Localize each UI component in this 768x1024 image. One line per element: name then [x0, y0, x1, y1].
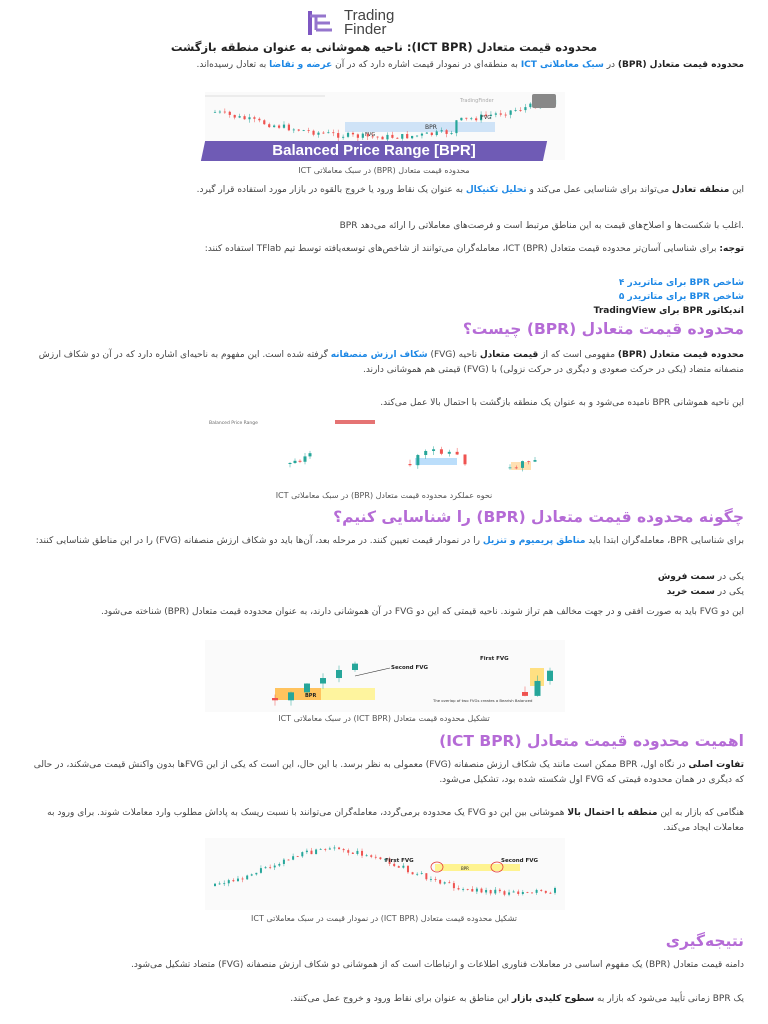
- candle: [310, 851, 312, 854]
- candle: [495, 113, 497, 114]
- intro-bold: محدوده قیمت متعادل (BPR): [617, 60, 744, 70]
- candle: [223, 883, 225, 884]
- heading-conclusion: نتیجه‌گیری: [665, 932, 744, 950]
- candle: [309, 453, 312, 456]
- candle: [416, 455, 419, 465]
- candle: [219, 112, 221, 113]
- candle: [444, 882, 446, 883]
- bpr-figure-3: [205, 640, 565, 712]
- premium-discount-link[interactable]: مناطق پریمیوم و تنزیل: [482, 536, 586, 546]
- candle: [327, 132, 329, 133]
- candle: [471, 889, 473, 892]
- candle: [283, 860, 285, 864]
- candle: [421, 134, 423, 136]
- candle: [436, 131, 438, 135]
- candle: [519, 110, 521, 111]
- candle: [549, 893, 551, 894]
- candle: [439, 880, 441, 884]
- candle: [294, 461, 297, 463]
- candle: [545, 891, 547, 893]
- candle: [448, 452, 451, 454]
- candle: [441, 130, 443, 131]
- candle: [470, 118, 472, 119]
- candle: [301, 852, 303, 856]
- bpr-chart-2: [205, 416, 565, 488]
- candle: [510, 110, 512, 114]
- candle: [272, 698, 278, 700]
- candle: [386, 135, 388, 139]
- candle: [237, 879, 239, 882]
- paragraph-6: برای شناسایی BPR، معامله‌گران ابتدا باید مناطق پریمیوم و تنزیل را در نمودار قیمت تعیین کنند. در مرحله بعد، آن‌ها باید دو شکاف ارزش منصفانه (FVG) را در این مناطق شناسایی کنند:: [35, 536, 744, 546]
- candle: [232, 880, 234, 881]
- caption-1: محدوده قیمت متعادل (BPR) در سبک معاملاتی ICT: [298, 166, 470, 175]
- candle: [357, 134, 359, 137]
- candle: [288, 125, 290, 131]
- second-fvg-label-4: Second FVG: [501, 858, 539, 864]
- candle: [304, 684, 310, 693]
- candle: [401, 134, 403, 139]
- candle: [356, 851, 358, 854]
- candle: [248, 117, 250, 119]
- candle: [445, 130, 447, 134]
- candle: [283, 125, 285, 128]
- candle: [306, 851, 308, 852]
- img2-header: Balanced Price Range: [209, 421, 258, 426]
- bpr-figure-4: [205, 838, 565, 910]
- paragraph-1: این منطقه تعادل می‌تواند برای شناسایی عمل می‌کند و تحلیل تکنیکال به عنوان یک نقاط ورود یا خروج بالقوه در بازار مورد استفاده قرار گیرد.: [196, 185, 744, 195]
- candle: [298, 130, 300, 131]
- candle: [416, 874, 418, 875]
- caption-4: تشکیل محدوده قیمت متعادل (ICT BPR) در نمودار قیمت در سبک معاملاتی ICT: [251, 914, 517, 923]
- candle: [242, 879, 244, 880]
- candle: [260, 868, 262, 873]
- candle: [324, 849, 326, 850]
- fvg-link[interactable]: شکاف ارزش منصفانه: [330, 350, 428, 360]
- candle: [299, 461, 302, 462]
- candle: [509, 467, 512, 468]
- candle: [320, 849, 322, 850]
- intro-paragraph: محدوده قیمت متعادل (BPR) در سبک معاملاتی ICT به منطقه‌ای در نمودار قیمت اشاره دارد که در آن عرضه و تقاضا به تعادل رسیده‌اند.: [196, 60, 744, 70]
- overlap-note: The overlap of two FVGs creates a Bearish Balanced: [433, 698, 533, 703]
- candle: [362, 134, 364, 138]
- candle: [522, 892, 524, 894]
- candle: [338, 848, 340, 850]
- supply-demand-link[interactable]: عرضه و تقاضا: [269, 60, 333, 70]
- candle: [462, 889, 464, 890]
- first-fvg-label: First FVG: [480, 656, 509, 662]
- candle: [308, 130, 310, 131]
- candle: [361, 851, 363, 856]
- img1-brand: TradingFinder: [460, 98, 494, 104]
- candle: [424, 451, 427, 455]
- candle: [214, 112, 216, 113]
- candle: [320, 678, 326, 684]
- candle: [265, 867, 267, 868]
- paragraph-5: این ناحیه هموشانی BPR نامیده می‌شود و به عنوان یک منطقه بازگشت با احتمال بالا عمل می‌کند.: [380, 398, 744, 408]
- candle: [421, 873, 423, 874]
- candle: [464, 454, 467, 464]
- candle: [515, 467, 518, 468]
- candle: [499, 890, 501, 891]
- bpr-label-4: BPR: [461, 866, 469, 871]
- paragraph-10: دامنه قیمت متعادل (BPR) یک مفهوم اساسی در معاملات فناوری اطلاعات و ارتباطات است که از هموشانی دو شکاف ارزش منصفانه (FVG) متضاد تشکیل می‌شود.: [130, 960, 744, 970]
- candle: [435, 879, 437, 880]
- candle: [554, 888, 556, 893]
- indicator-links: [24, 276, 744, 318]
- candle: [228, 880, 230, 883]
- candle: [347, 850, 349, 853]
- candle: [263, 120, 265, 124]
- fvg-sides-list: [24, 570, 744, 600]
- candle: [540, 890, 542, 891]
- candle: [535, 681, 541, 696]
- heading-what-is-bpr: محدوده قیمت متعادل (BPR) چیست؟: [462, 320, 744, 338]
- candle: [332, 132, 334, 133]
- candle: [268, 124, 270, 127]
- candle: [409, 464, 412, 465]
- candle: [352, 664, 358, 670]
- candle: [490, 890, 492, 893]
- candle: [352, 853, 354, 854]
- candle: [322, 133, 324, 134]
- candle: [342, 137, 344, 138]
- candle: [517, 892, 519, 894]
- candle: [251, 874, 253, 875]
- candle: [465, 118, 467, 119]
- candle: [526, 892, 528, 893]
- paragraph-9: هنگامی که بازار به این منطقه با احتمال بالا هموشانی بین این دو FVG یک محدوده برمی‌گردد، معامله‌گران می‌توانند با نسبت ریسک به پاداش مطلوب وارد معاملات شوند. برای ورود به معاملات ایجاد می‌کند.: [47, 808, 744, 833]
- bpr-chart-3: [205, 640, 565, 712]
- article-title: محدوده قیمت متعادل (ICT BPR): ناحیه هموشانی به عنوان منطقه بازگشت: [170, 40, 598, 54]
- paragraph-7: این دو FVG باید به صورت افقی و در جهت مخالف هم تراز شوند. ناحیه قیمتی که این دو FVG در آن هموشانی دارند، به عنوان محدوده قیمت متعادل (BPR) شناخته می‌شود.: [101, 607, 744, 617]
- candle: [508, 892, 510, 894]
- candle: [278, 125, 280, 127]
- candle: [375, 857, 377, 858]
- candle: [366, 855, 368, 856]
- candle: [315, 850, 317, 855]
- candle: [312, 131, 314, 135]
- candle: [269, 867, 271, 868]
- fvg-left-label: FVG: [365, 132, 376, 138]
- candle: [289, 463, 292, 464]
- candle: [475, 118, 477, 120]
- candle: [288, 692, 294, 700]
- candle: [297, 856, 299, 857]
- first-fvg-label-4: First FVG: [385, 858, 414, 864]
- paragraph-2: BPR اغلب با شکست‌ها و اصلاح‌های قیمت به این مناطق مرتبط است و فرصت‌های معاملاتی را ارائه می‌دهد.: [339, 221, 744, 231]
- candle: [431, 133, 433, 135]
- candle: [393, 864, 395, 866]
- side-sell: یکی در سمت فروش: [657, 572, 744, 582]
- paragraph-11: یک BPR زمانی تأیید می‌شود که بازار به سطوح کلیدی بازار این مناطق به عنوان برای نقاط ورود و خروج عمل می‌کنند.: [290, 994, 744, 1004]
- candle: [304, 456, 307, 461]
- candle: [476, 889, 478, 892]
- candle: [430, 879, 432, 880]
- candle: [278, 864, 280, 866]
- candle: [288, 860, 290, 861]
- logo-mark-icon: [306, 8, 336, 38]
- candle: [531, 893, 533, 894]
- candle: [258, 119, 260, 120]
- fvg-right-label: FVG: [481, 115, 492, 121]
- candle: [219, 883, 221, 884]
- candle: [494, 890, 496, 894]
- candle: [293, 130, 295, 131]
- candle: [234, 115, 236, 118]
- heading-how-identify: چگونه محدوده قیمت متعادل (BPR) را شناسایی کنیم؟: [333, 508, 744, 526]
- candle: [273, 125, 275, 127]
- candle: [411, 136, 413, 138]
- candle: [214, 884, 216, 886]
- candle: [347, 133, 349, 137]
- candle: [456, 452, 459, 455]
- caption-2: نحوه عملکرد محدوده قیمت متعادل (BPR) در سبک معاملاتی ICT: [275, 491, 493, 500]
- logo-line2: Finder: [344, 21, 387, 38]
- heading-importance: اهمیت محدوده قیمت متعادل (ICT BPR): [439, 732, 744, 750]
- candle: [377, 137, 379, 138]
- candle: [229, 112, 231, 115]
- candle: [391, 135, 393, 138]
- candle: [500, 113, 502, 114]
- candle: [432, 449, 435, 451]
- link-tradingview[interactable]: اندیکاتور BPR برای TradingView: [593, 306, 744, 316]
- candle: [440, 449, 443, 453]
- candle: [303, 130, 305, 131]
- candle: [407, 866, 409, 872]
- bpr-figure-2: [205, 416, 565, 488]
- link-mt4[interactable]: شاخص BPR برای متاتریدر ۴: [618, 278, 744, 288]
- logo-line1: Trading: [344, 7, 395, 24]
- candle: [529, 104, 531, 107]
- paragraph-4: محدوده قیمت متعادل (BPR) مفهومی است که از قیمت متعادل ناحیه (FVG) شکاف ارزش منصفانه گرفته شده است. این مفهوم به ناحیه‌ای اشاره دارد که در آن دو شکاف ارزش منصفانه متضاد (یکی در حرکت صعودی و دیگری در حرکت نزولی) با (FVG) قیمتی هم هموشانی دارند.: [38, 350, 744, 375]
- candle: [467, 889, 469, 890]
- candle: [243, 116, 245, 119]
- candle: [253, 117, 255, 119]
- bpr-chart-4: [205, 838, 565, 910]
- candle: [458, 888, 460, 889]
- candle: [317, 133, 319, 135]
- candle: [352, 133, 354, 134]
- candle: [329, 848, 331, 849]
- candle: [450, 133, 452, 134]
- second-fvg-label: Second FVG: [391, 665, 429, 671]
- candle: [547, 671, 553, 681]
- side-buy: یکی در سمت خرید: [666, 587, 744, 597]
- candle: [514, 110, 516, 111]
- candle: [524, 107, 526, 110]
- candle: [513, 892, 515, 893]
- bpr-label: BPR: [425, 124, 437, 131]
- candle: [412, 872, 414, 874]
- candle: [337, 133, 339, 138]
- candle: [453, 883, 455, 888]
- candle: [336, 670, 342, 678]
- paragraph-3: توجه: برای شناسایی آسان‌تر محدوده قیمت متعادل (BPR) ICT، معامله‌گران می‌توانند از شاخص‌های توسعه‌یافته توسط تیم TFlab استفاده کنند:: [204, 244, 744, 254]
- caption-3: تشکیل محدوده قیمت متعادل (ICT BPR) در سبک معاملاتی ICT: [278, 714, 490, 723]
- candle: [425, 873, 427, 879]
- candle: [396, 138, 398, 139]
- ict-style-link[interactable]: سبک معاملاتی ICT: [520, 60, 604, 70]
- candle: [460, 118, 462, 120]
- candle: [246, 876, 248, 880]
- candle: [503, 891, 505, 895]
- candle: [398, 866, 400, 868]
- technical-analysis-link[interactable]: تحلیل تکنیکال: [465, 185, 527, 195]
- candle: [534, 460, 537, 462]
- candle: [480, 889, 482, 893]
- link-mt5[interactable]: شاخص BPR برای متاتریدر ۵: [618, 292, 744, 302]
- candle: [485, 890, 487, 892]
- candle: [343, 849, 345, 850]
- trading-finder-logo[interactable]: [306, 6, 466, 40]
- candle: [448, 882, 450, 883]
- candle: [406, 134, 408, 138]
- candle: [379, 857, 381, 859]
- candle: [455, 120, 457, 133]
- candle: [527, 461, 530, 462]
- candle: [416, 136, 418, 137]
- bpr-banner-text: Balanced Price Range [BPR]: [272, 142, 476, 159]
- candle: [255, 873, 257, 875]
- candle: [224, 112, 226, 113]
- candle: [521, 461, 524, 468]
- candle: [426, 133, 428, 134]
- bpr-label-3: BPR: [305, 693, 317, 699]
- candle: [239, 116, 241, 117]
- candle: [333, 848, 335, 849]
- candle: [522, 692, 528, 696]
- candle: [274, 866, 276, 868]
- paragraph-8: تفاوت اصلی در نگاه اول، BPR ممکن است مانند یک شکاف ارزش منصفانه (FVG) معمولی به نظر برسد. با این حال، این است که یکی از این FVGها بدون واکنش قیمت می‌شکند، در حالی که دیگری در همان محدوده قیمتی که FVG اول شکسته شده بود، تشکیل می‌شود.: [33, 760, 744, 785]
- candle: [292, 856, 294, 859]
- candle: [505, 115, 507, 116]
- candle: [370, 855, 372, 857]
- candle: [402, 866, 404, 868]
- candle: [381, 137, 383, 140]
- candle: [536, 890, 538, 893]
